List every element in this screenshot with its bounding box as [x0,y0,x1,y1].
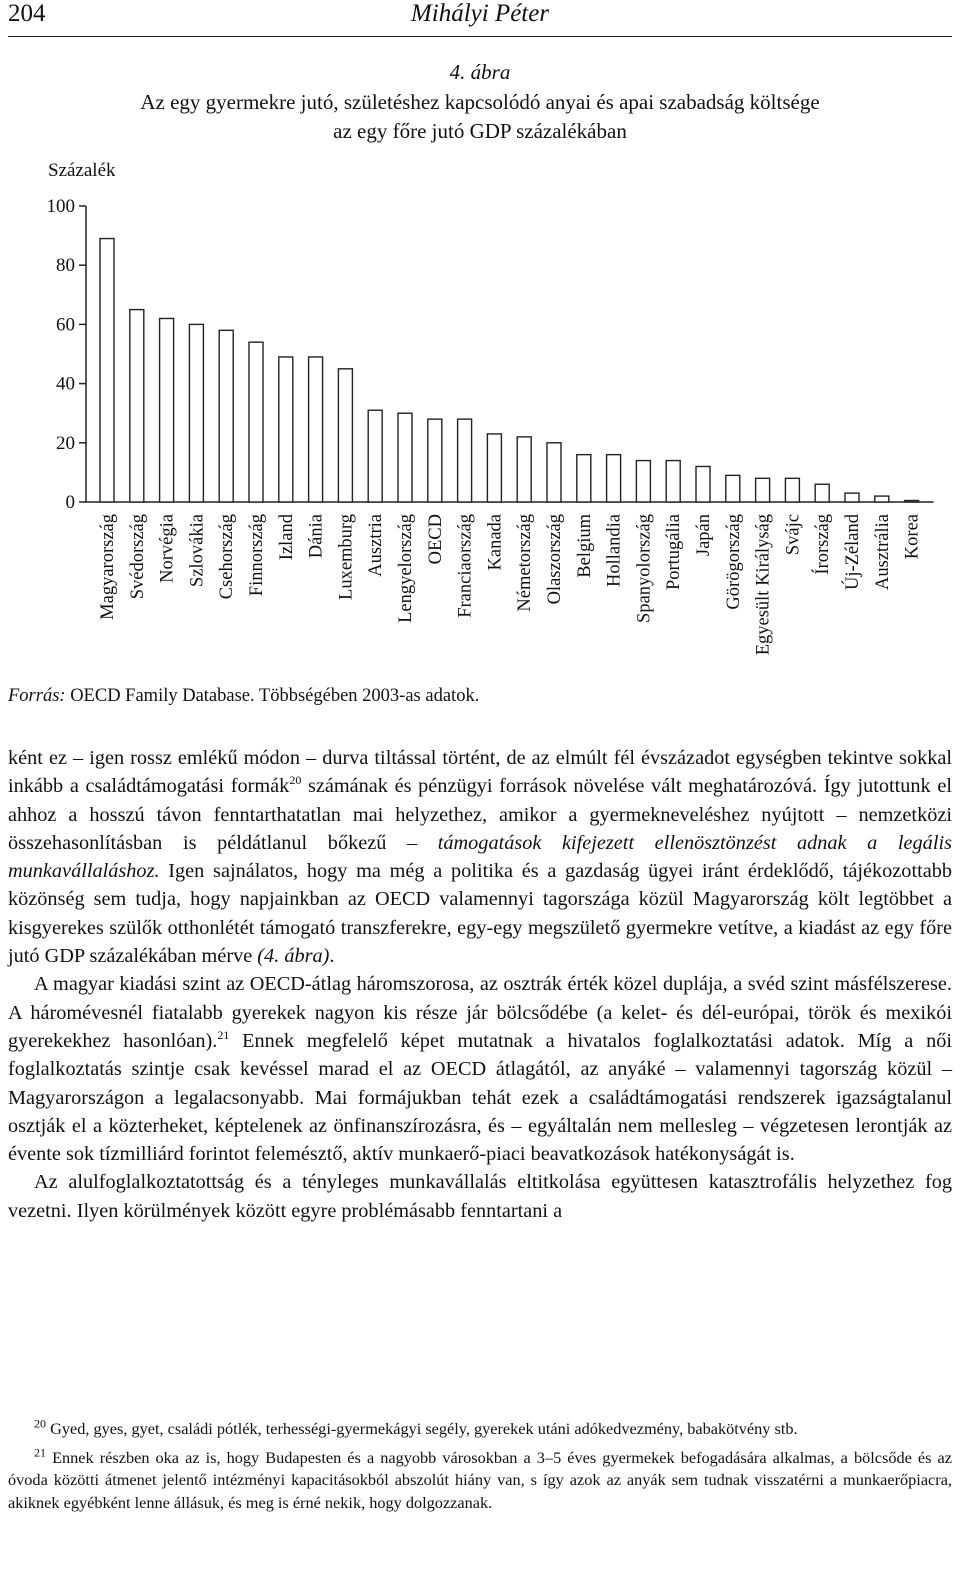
x-tick-label: Csehország [217,514,238,600]
x-tick-label: Finnország [247,514,267,597]
paragraph-3: Az alulfoglalkoztatottság és a tényleges munkavállalás eltitkolása együttesen katasztrofális helyzethez fog vezetni. Ilyen körülmények között egyre problémásabb fenntartani a [8,1171,952,1222]
bar [309,357,323,502]
x-tick-label: Belgium [574,514,595,578]
figure-label: 4. ábra [449,60,511,84]
bar [547,443,561,502]
page-number: 204 [8,0,46,27]
bar-chart [0,150,960,680]
x-tick-label: Hollandia [604,514,625,587]
y-tick-label: 40 [56,373,75,395]
paragraph-2 [8,970,952,1168]
footnote-ref-21: 21 [217,1028,230,1043]
x-tick-label: Svájc [783,514,804,556]
x-tick-label: Görögország [723,514,744,610]
bar [279,357,293,502]
x-tick-label: Portugália [664,514,685,591]
bar [219,330,233,502]
page-header [0,0,960,44]
y-tick-label: 20 [56,432,75,454]
footnote-21 [8,1447,952,1515]
paragraph-1-text-c: Igen sajnálatos, hogy ma még a politika és a gazdaság ügyei iránt érdeklődő, tájékozottabb közönség sem tudja, hogy napjainkban az OECD valamennyi tagországa közül Magyarország költ legtöbbet a kisgyerekes szülők otthonlétét támogató transzferekre, egy-egy megszülető gyermekre vetítve, a kiadást az egy főre jutó GDP százalékában mérve [8,860,952,968]
paragraph-1-text-d: . [329,945,335,968]
source-label: Forrás: [8,686,66,706]
source-text: OECD Family Database. Többségében 2003-as adatok. [70,686,480,706]
bar [398,413,412,502]
paragraph-1-emphasis: támogatások kifejezett ellenösztönzést adnak a legális munkavállaláshoz. [8,831,952,883]
x-tick-label: Egyesült Királyság [753,514,774,656]
bar [517,437,531,502]
figure-title-line-2: az egy főre jutó GDP százalékában [333,119,627,143]
x-tick-label: Norvégia [157,514,178,583]
bar [130,310,144,502]
x-tick-label: Svédország [127,514,148,600]
x-tick-label: Lengyelország [396,514,416,623]
bar [577,455,591,502]
x-tick-label: Ausztrália [872,514,893,591]
bar [458,419,472,502]
y-tick-label: 0 [65,492,75,513]
footnote-ref-20: 20 [289,773,302,788]
x-tick-label: Németország [515,514,536,612]
x-tick-label: Spanyolország [634,514,655,623]
y-tick-label: 100 [46,196,75,217]
x-tick-label: Franciaország [455,514,476,618]
x-tick-label: Ausztria [366,514,387,577]
x-tick-label: Magyarország [98,514,118,620]
bar [815,484,829,502]
x-tick-label: OECD [425,514,446,565]
header-rule [8,36,952,37]
bar [756,478,770,502]
bar [785,478,799,502]
footnote-20-text: Gyed, gyes, gyet, családi pótlék, terhességi-gyermekágyi segély, gyerekek utáni adókedvezmény, babakötvény stb. [46,1419,798,1438]
x-tick-label: Dánia [306,514,327,559]
figure-source [8,683,479,709]
body-text [8,744,952,1225]
paragraph-2-text-a: A magyar kiadási szint az OECD-átlag háromszorosa, az osztrák érték közel duplája, a svéd szint másfélszerese. A háromévesnél fiatalabb gyerekek nagyon kis része jár bölcsődébe (a kelet- és dél-európai, török és mexikói gyerekekhez hasonlóan). [8,973,952,1052]
bar [636,461,650,502]
footnote-20 [8,1418,952,1441]
paragraph-1 [8,744,952,970]
figure-reference: (4. ábra) [257,945,330,968]
x-tick-label: Új-Zéland [843,514,863,591]
figure-title-line-1: Az egy gyermekre jutó, születéshez kapcsolódó anyai és apai szabadság költsége [140,90,820,114]
y-tick-label: 80 [56,255,75,277]
x-tick-label: Szlovákia [187,514,208,587]
bar [249,342,263,502]
bar [338,369,352,502]
bar [368,410,382,502]
bar [607,455,621,502]
bar [845,493,859,502]
footnote-21-text: Ennek részben oka az is, hogy Budapesten és a nagyobb városokban a 3–5 éves gyermekek befogadására alkalmas, a bölcsőde és az óvoda közötti átmenet jelentő intézményi kapacitásokból abszolút hiány van, s így azok az anyák sem tudnak visszatérni a munkaerőpiacra, akiknek egyébként lenne állásuk, és meg is érné nekik, hogy dolgozzanak. [8,1447,952,1512]
bar [487,434,501,502]
bar [875,496,889,502]
footnotes [8,1418,952,1520]
x-tick-label: Kanada [485,514,506,571]
bar [696,466,710,502]
y-axis-label: Százalék [48,160,116,181]
x-tick-label: Írország [813,514,834,575]
bar [160,318,174,502]
bar [428,419,442,502]
figure-title [60,88,900,146]
paragraph-2-text-b: Ennek megfelelő képet mutatnak a hivatalos foglalkoztatási adatok. Míg a női foglalkoztatás szintje csak kevéssel marad el az OECD átlagától, az anyáké – valamennyi tagország közül – Magyarországon a legalacsonyabb. Mai formájukban tehát ezek a családtámogatási rendszerek igazságtalanul osztják el a közterheket, képtelenek az önfinanszírozásra, és – egyáltalán nem mellesleg – végzetesen lerontják az évente sok tízmilliárd forintot felemésztő, aktív munkaerő-piaci beavatkozások hatékonyságát is. [8,1029,952,1166]
x-tick-label: Korea [902,514,923,560]
bar [189,324,203,502]
y-tick-label: 60 [56,314,75,336]
bar [666,461,680,502]
bar [100,239,114,502]
bar [726,475,740,502]
x-tick-label: Olaszország [545,514,565,605]
paragraph-1-text-b: számának és pénzügyi források növelése vált meghatározóvá. Így jutottunk el ahhoz a hosszú távon fenntarthatatlan mai helyzethez, amikor a gyermekneveléshez nyújtott – nemzetközi összehasonlításban is példátlanul bőkezű – [8,775,952,854]
footnote-20-number: 20 [34,1416,46,1431]
running-head: Mihályi Péter [410,0,550,27]
x-tick-label: Izland [276,514,297,561]
x-tick-label: Luxemburg [336,514,357,600]
footnote-21-number: 21 [34,1445,46,1460]
x-tick-label: Japán [694,514,714,557]
bar [905,501,919,503]
paragraph-1-text-a: ként ez – igen rossz emlékű módon – durva tiltással történt, de az elmúlt fél évszázadot egységben tekintve sokkal inkább a családtámogatási formák [8,747,952,798]
